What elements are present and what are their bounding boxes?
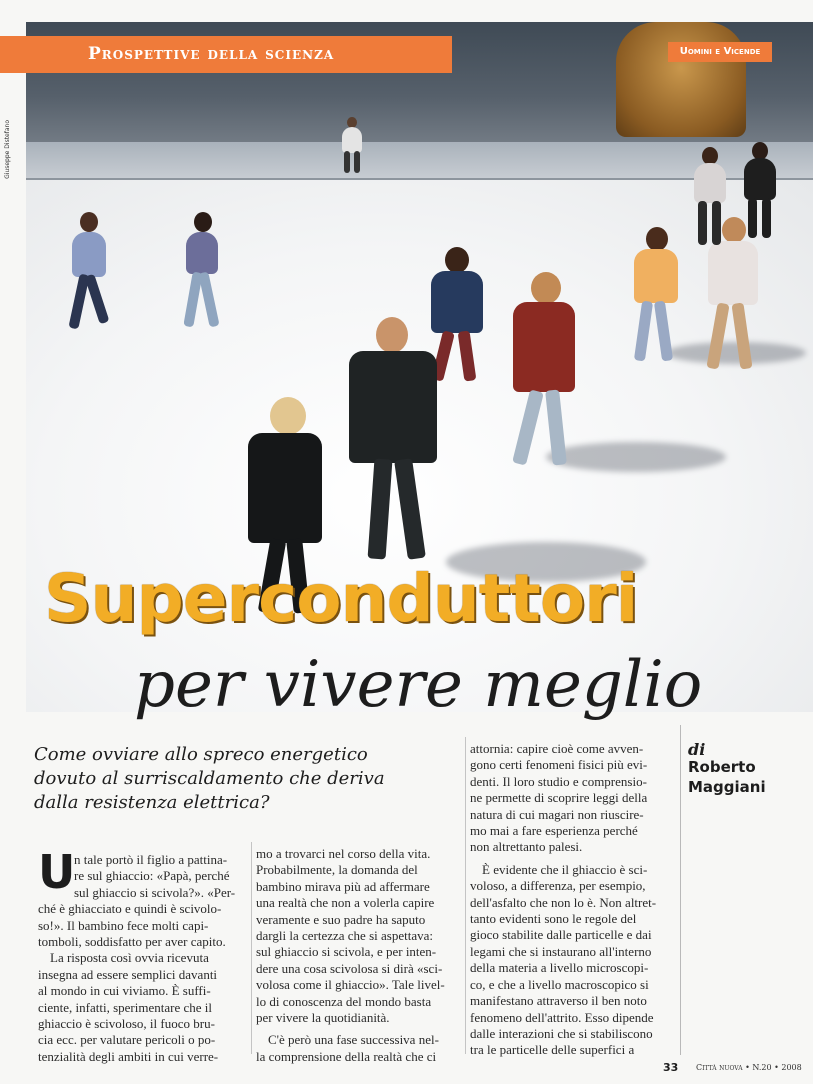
skater-bg-3 (338, 117, 368, 177)
skater-girl-2 (176, 212, 246, 332)
body-line: mo a trovarci nel corso della vita. (256, 846, 431, 861)
body-line: È evidente che il ghiaccio è sci- (482, 861, 648, 877)
article-lead (34, 743, 434, 815)
body-line: volosa come il ghiaccio». Tale livel- (256, 977, 445, 993)
body-line: sul ghiaccio si scivola, e per inten- (256, 944, 437, 960)
body-line: denti. Il loro studio e comprensio- (470, 773, 647, 789)
body-line: tra le particelle delle superfici a (470, 1042, 635, 1058)
body-line: cia ecc. per valutare pericoli o po- (38, 1032, 216, 1048)
body-line: attornia: capire cioè come avven- (470, 741, 644, 756)
body-line: ciente, infatti, sperimentare che il (38, 999, 212, 1015)
body-line: fenomeno dell'attrito. Esso dipende (470, 1009, 654, 1025)
body-line: sul ghiaccio si scivola?». «Per- (74, 884, 236, 900)
body-line: C'è però una fase successiva nel- (268, 1032, 439, 1048)
skater-girl-left (62, 212, 132, 332)
body-line: manifestano attraverso il ben noto (470, 993, 647, 1009)
body-line: ghiaccio è scivoloso, il fuoco bru- (38, 1016, 215, 1032)
body-line: legami che si instaurano all'interno (470, 943, 652, 959)
body-column-2 (256, 846, 466, 1065)
photo-golden-statue (616, 22, 746, 137)
body-line: tanto evidenti sono le regole del (470, 911, 637, 927)
body-line: ché è ghiacciato e quindi è scivolo- (38, 901, 222, 917)
body-line: ne permette di scoprire leggi della (470, 790, 648, 806)
skater-boy-red (501, 272, 591, 472)
body-line: n tale portò il figlio a pattina- (74, 852, 228, 867)
magazine-issue-info: Città nuova • N.20 • 2008 (696, 1063, 802, 1072)
article-title: Superconduttori (44, 560, 638, 637)
skater-man (331, 317, 461, 567)
author-first-name: Roberto (688, 758, 756, 776)
article-title-sub: per vivere meglio (134, 648, 703, 722)
body-line: tenzialità degli ambiti in cui verre- (38, 1048, 219, 1064)
lead-line: dalla resistenza elettrica? (34, 792, 270, 813)
page-number: 33 (663, 1061, 679, 1074)
body-line: bambino mirava più ad affermare (256, 878, 430, 894)
body-line: al mondo in cui viviamo. È suffi- (38, 983, 211, 999)
body-line: mo mai a fare esperienza perché (470, 823, 638, 839)
body-line: una realtà che non a volerla capire (256, 895, 435, 911)
body-line: non altrettanto palesi. (470, 839, 583, 855)
body-line: lo di conoscenza del mondo basta (256, 993, 432, 1009)
skater-girl-orange (624, 227, 694, 367)
lead-line: Come ovviare allo spreco energetico (34, 744, 368, 765)
body-line: so!». Il bambino fece molti capi- (38, 917, 209, 933)
body-line: La risposta così ovvia ricevuta (50, 950, 209, 966)
body-line: dell'asfalto che non lo è. Non altret- (470, 894, 657, 910)
photo-credit: Giuseppe Distefano (4, 120, 11, 179)
body-line: gono certi fenomeni fisici più evi- (470, 757, 648, 773)
body-line: per vivere la quotidianità. (256, 1010, 390, 1026)
body-line: dargli la certezza che si aspettava: (256, 928, 433, 944)
body-line: tomboli, soddisfatto per aver capito. (38, 934, 226, 950)
body-line: voloso, a differenza, per esempio, (470, 878, 646, 894)
author-last-name: Maggiani (688, 778, 766, 796)
body-line: la comprensione della realtà che ci (256, 1048, 437, 1064)
skater-bg-1 (686, 147, 736, 247)
byline-prefix: di (688, 740, 706, 759)
body-line: veramente e suo padre ha saputo (256, 911, 426, 927)
lead-line: dovuto al surriscaldamento che deriva (34, 768, 385, 789)
column-divider (251, 842, 252, 1054)
body-line: co, e che a livello macroscopico si (470, 976, 649, 992)
skater-bg-2 (736, 142, 786, 242)
body-column-1 (38, 845, 248, 1065)
drop-cap: U (38, 845, 76, 899)
body-line: gioco stabilite dalle particelle e dai (470, 927, 652, 943)
body-line: insegna ad essere semplici davanti (38, 966, 218, 982)
section-title: Prospettive della scienza (88, 44, 335, 64)
body-column-3 (470, 741, 676, 1059)
body-line: natura di cui magari non riuscire- (470, 806, 644, 822)
body-line: re sul ghiaccio: «Papà, perché (74, 868, 230, 884)
byline-divider (680, 725, 681, 1055)
body-line: Probabilmente, la domanda del (256, 862, 418, 878)
category-tag: Uomini e Vicende (668, 42, 772, 62)
body-line: dalle interazioni che si stabiliscono (470, 1025, 653, 1041)
body-line: della materia a livello microscopi- (470, 960, 649, 976)
body-line: dere una cosa scivolosa si dirà «sci- (256, 960, 443, 976)
